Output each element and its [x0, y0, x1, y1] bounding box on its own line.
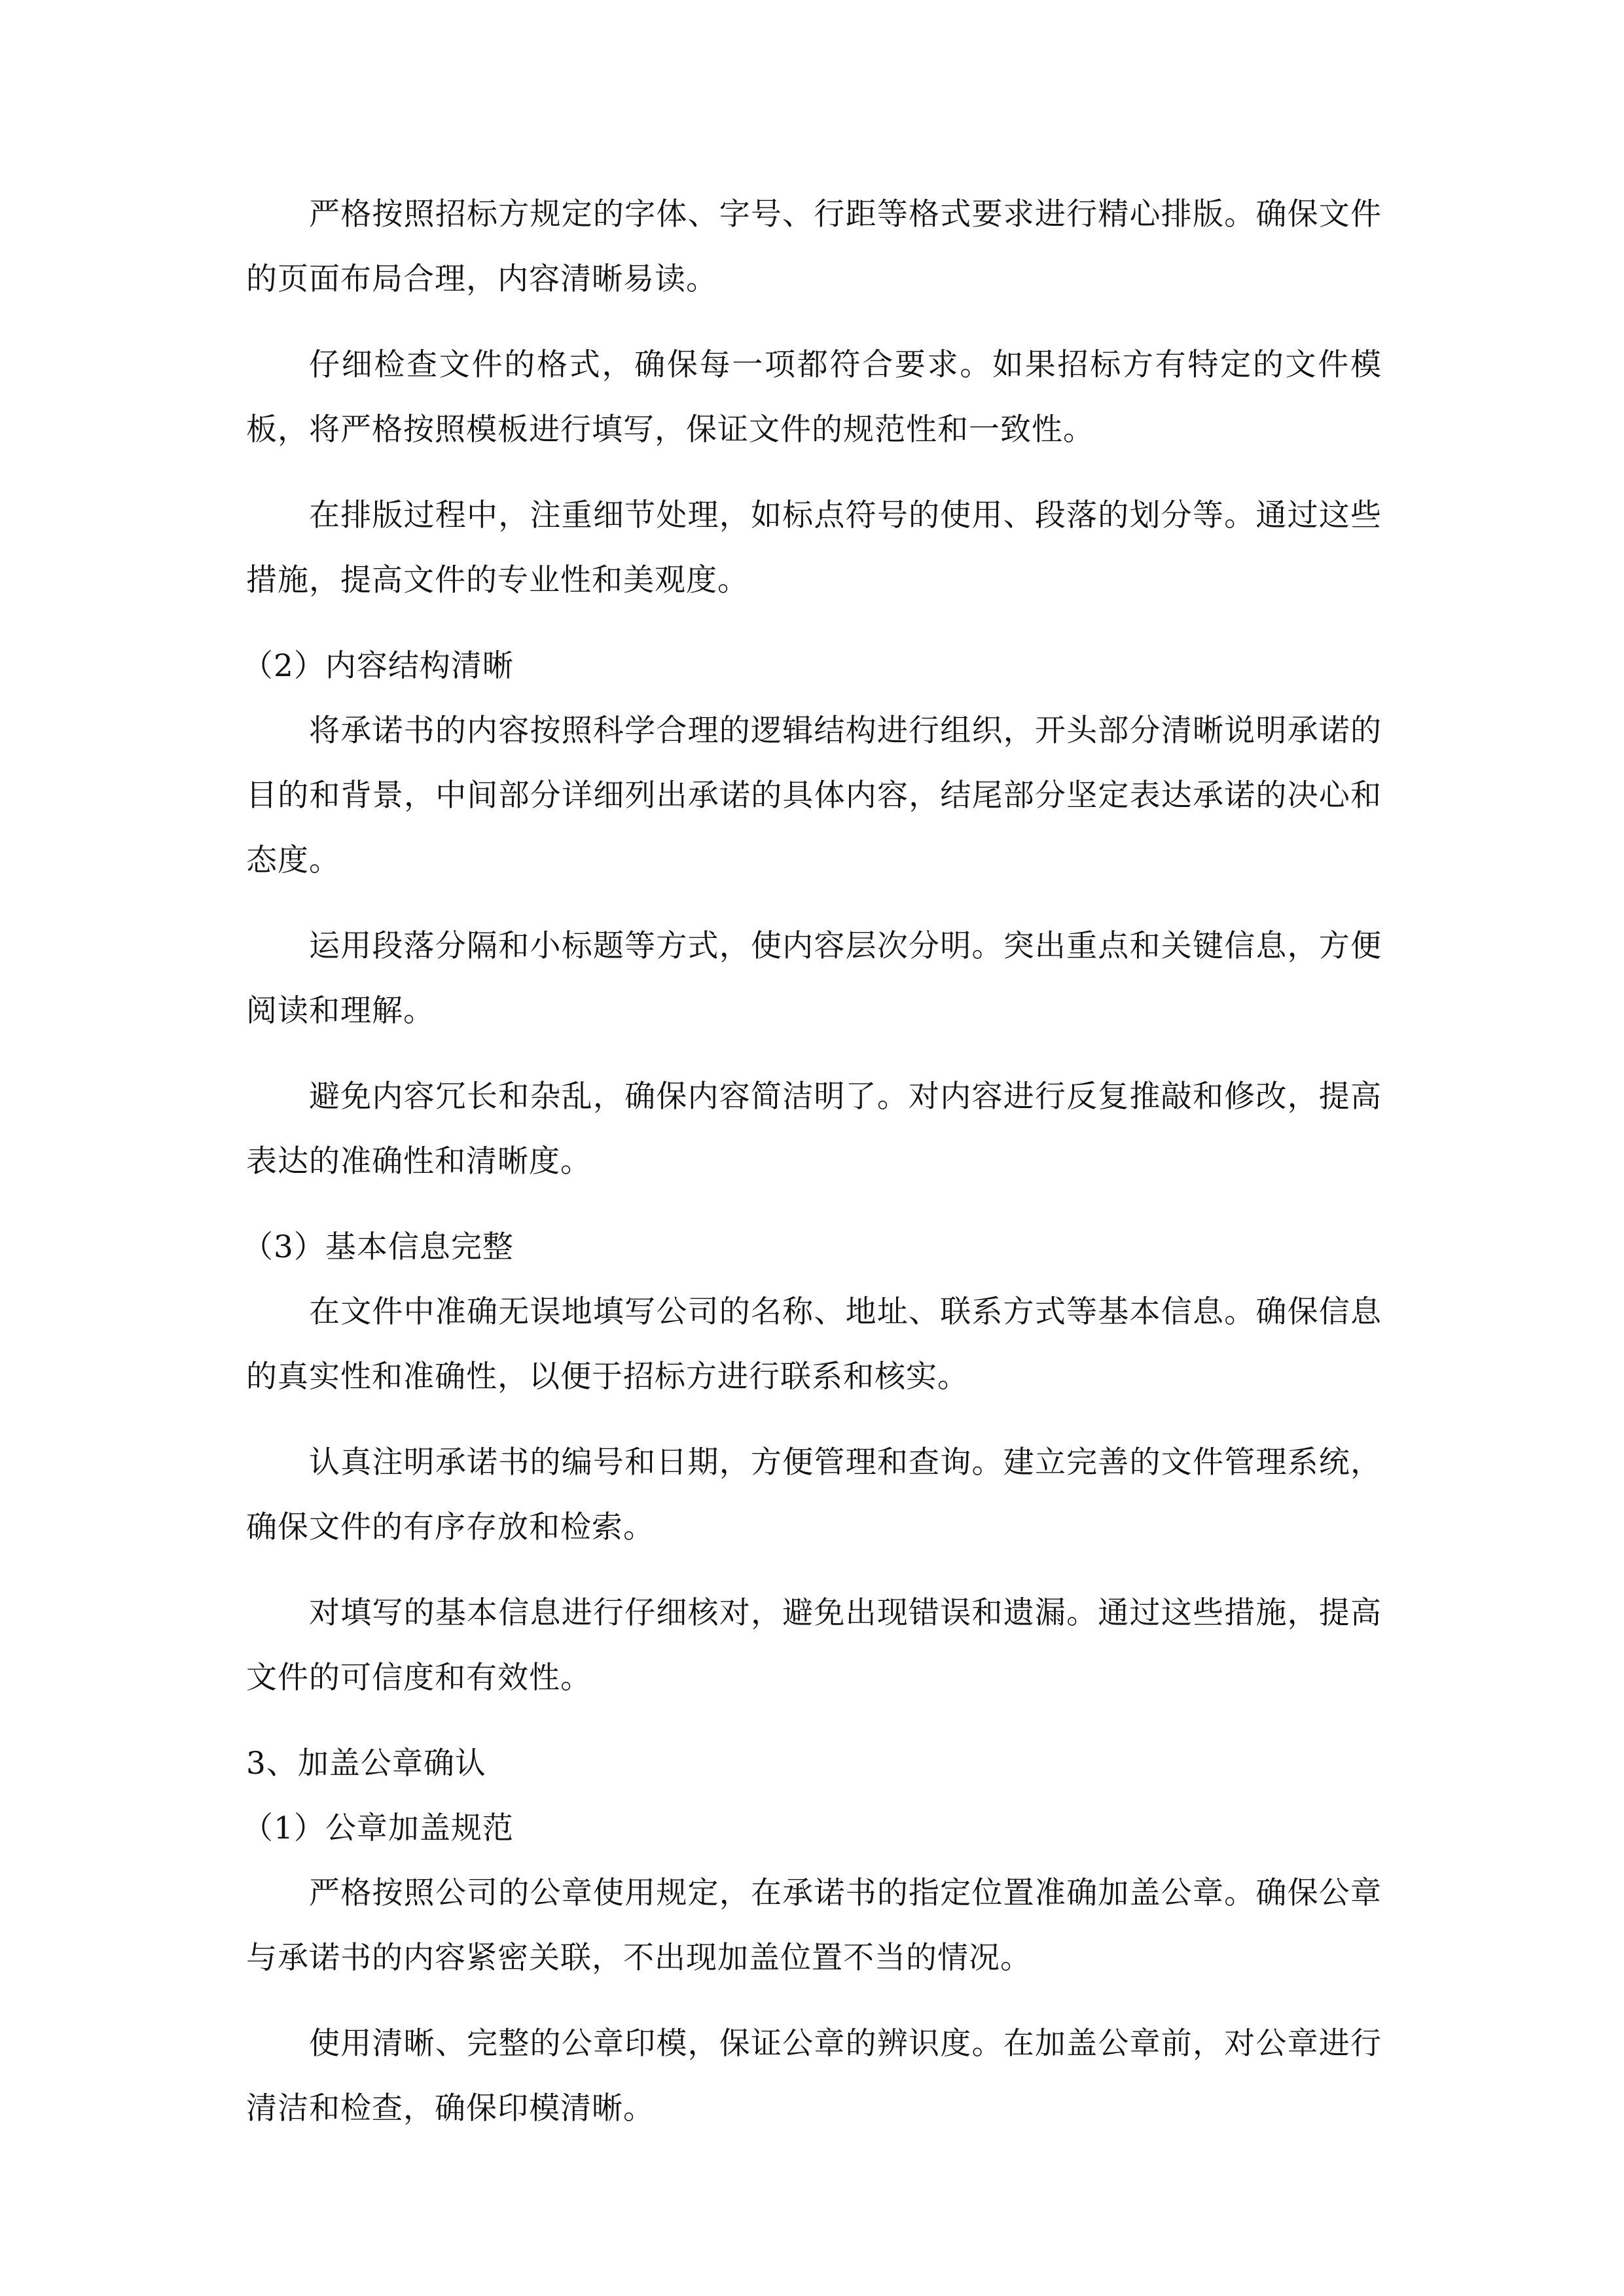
section-heading-content-structure: （2）内容结构清晰: [242, 648, 514, 684]
paragraph-typesetting-details: 在排版过程中，注重细节处理，如标点符号的使用、段落的划分等。通过这些措施，提高文件的专业性和美观度。: [246, 497, 1382, 598]
paragraph-info-verification: 对填写的基本信息进行仔细核对，避免出现错误和遗漏。通过这些措施，提高文件的可信度和有效性。: [246, 1595, 1382, 1696]
paragraph-layered-content: 运用段落分隔和小标题等方式，使内容层次分明。突出重点和关键信息，方便阅读和理解。: [246, 928, 1382, 1029]
section-heading-seal-standards: （1）公章加盖规范: [242, 1810, 514, 1846]
paragraph-numbering-date: 认真注明承诺书的编号和日期，方便管理和查询。建立完善的文件管理系统，确保文件的有序存放和检索。: [246, 1444, 1382, 1545]
paragraph-formatting-requirements: 严格按照招标方规定的字体、字号、行距等格式要求进行精心排版。确保文件的页面布局合理，内容清晰易读。: [246, 196, 1382, 297]
paragraph-seal-position: 严格按照公司的公章使用规定，在承诺书的指定位置准确加盖公章。确保公章与承诺书的内容紧密关联，不出现加盖位置不当的情况。: [246, 1875, 1382, 1976]
document-body: [242, 182, 1382, 2162]
section-heading-seal-confirmation: 3、加盖公章确认: [246, 1746, 486, 1782]
paragraph-logical-structure: 将承诺书的内容按照科学合理的逻辑结构进行组织，开头部分清晰说明承诺的目的和背景，中间部分详细列出承诺的具体内容，结尾部分坚定表达承诺的决心和态度。: [246, 713, 1382, 878]
paragraph-format-check: 仔细检查文件的格式，确保每一项都符合要求。如果招标方有特定的文件模板，将严格按照模板进行填写，保证文件的规范性和一致性。: [246, 347, 1382, 448]
paragraph-concise-content: 避免内容冗长和杂乱，确保内容简洁明了。对内容进行反复推敲和修改，提高表达的准确性和清晰度。: [246, 1079, 1382, 1179]
paragraph-company-info: 在文件中准确无误地填写公司的名称、地址、联系方式等基本信息。确保信息的真实性和准确性，以便于招标方进行联系和核实。: [246, 1294, 1382, 1395]
section-heading-basic-info: （3）基本信息完整: [242, 1229, 514, 1265]
paragraph-seal-clarity: 使用清晰、完整的公章印模，保证公章的辨识度。在加盖公章前，对公章进行清洁和检查，确保印模清晰。: [246, 2026, 1382, 2126]
